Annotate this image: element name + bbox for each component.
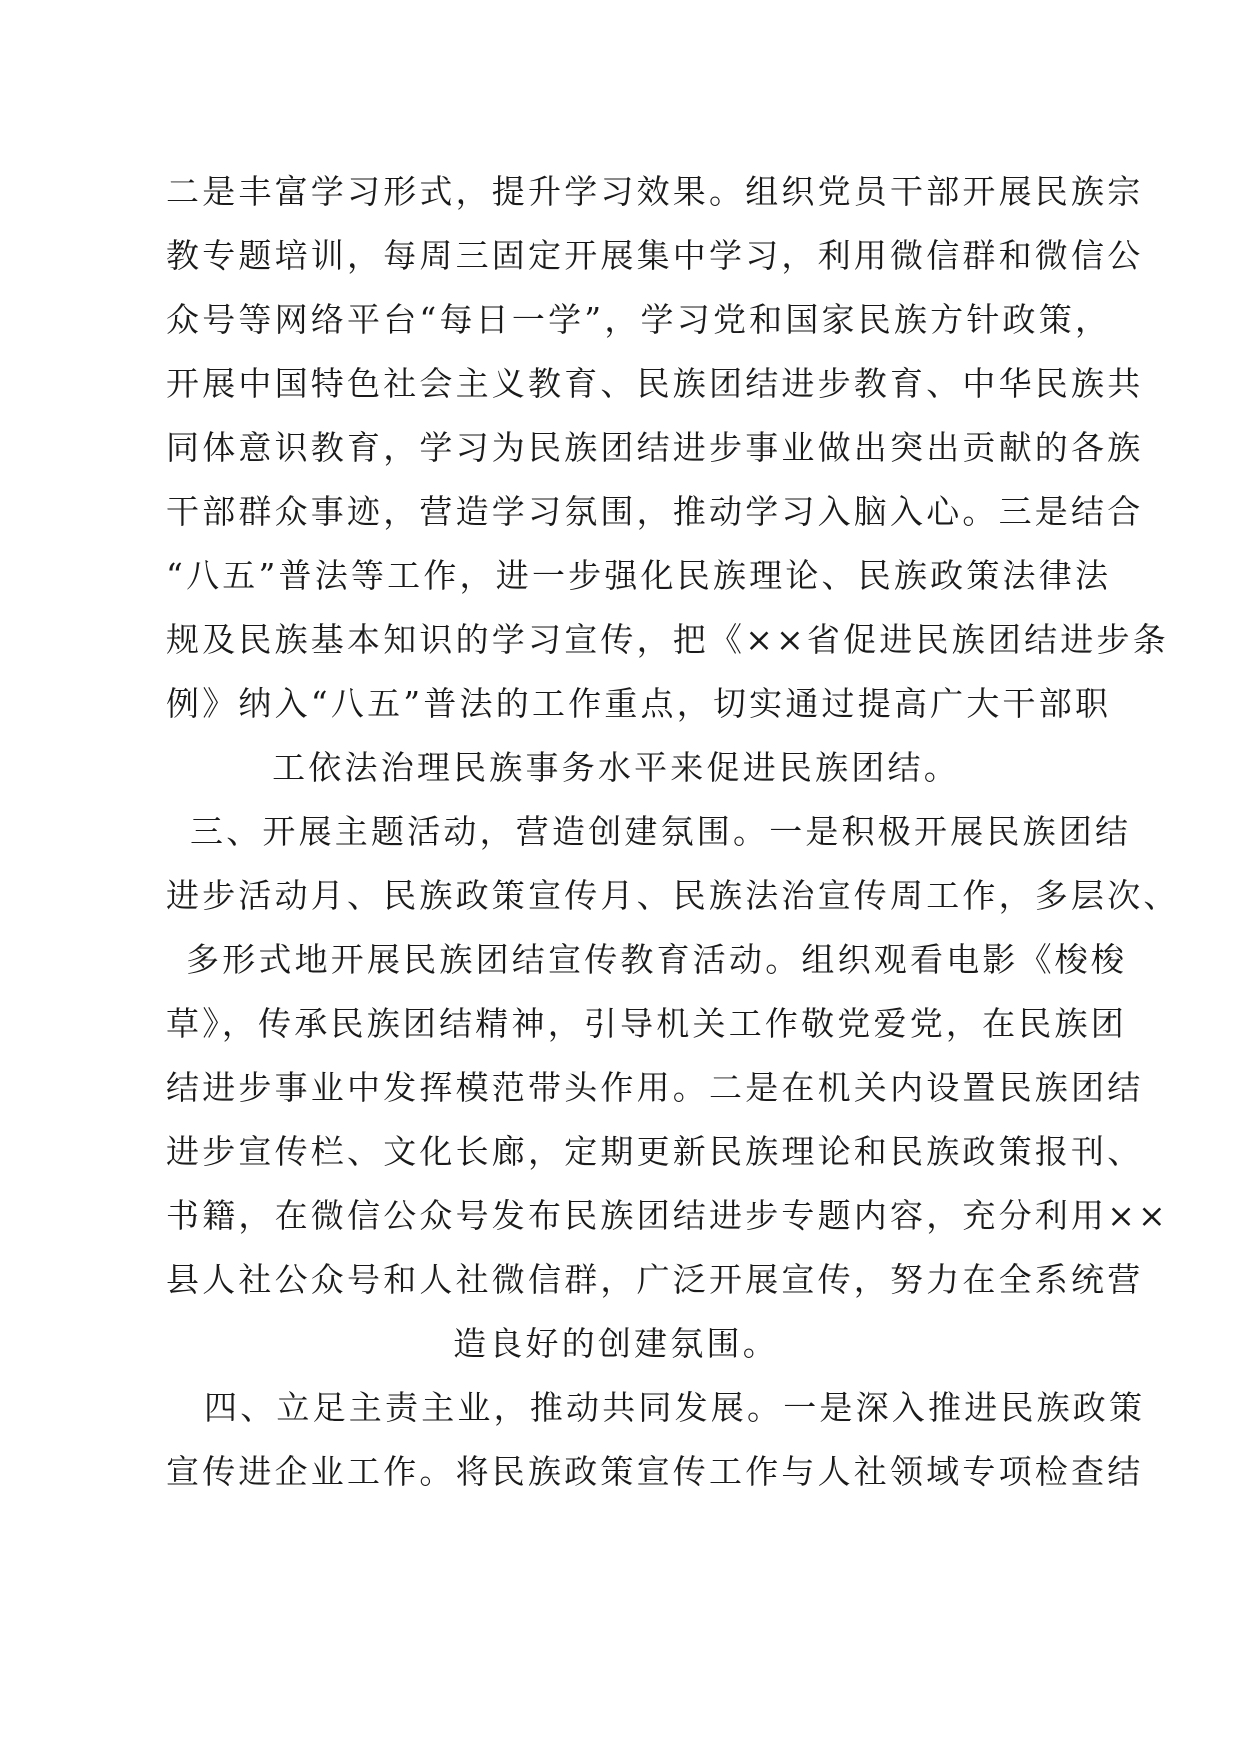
text-line: 众号等网络平台“每日一学”，学习党和国家民族方针政策， bbox=[166, 300, 1112, 339]
text-line: 宣传进企业工作。将民族政策宣传工作与人社领域专项检查结 bbox=[166, 1452, 1144, 1491]
text-line: 多形式地开展民族团结宣传教育活动。组织观看电影《梭梭 bbox=[186, 940, 1128, 979]
text-line: 草》，传承民族团结精神，引导机关工作敬党爱党，在民族团 bbox=[166, 1004, 1127, 1043]
text-line-centered: 造良好的创建氛围。 bbox=[453, 1324, 779, 1363]
text-line-centered: 工依法治理民族事务水平来促进民族团结。 bbox=[272, 748, 960, 787]
section-heading-line: 四、立足主责主业，推动共同发展。一是深入推进民族政策 bbox=[204, 1388, 1146, 1427]
text-line: 教专题培训，每周三固定开展集中学习，利用微信群和微信公 bbox=[166, 236, 1144, 275]
text-line: 结进步事业中发挥模范带头作用。二是在机关内设置民族团结 bbox=[166, 1068, 1144, 1107]
section-heading-line: 三、开展主题活动，营造创建氛围。一是积极开展民族团结 bbox=[190, 812, 1132, 851]
text-line: 同体意识教育，学习为民族团结进步事业做出突出贡献的各族 bbox=[166, 428, 1144, 467]
text-line: 县人社公众号和人社微信群，广泛开展宣传，努力在全系统营 bbox=[166, 1260, 1144, 1299]
text-line: 干部群众事迹，营造学习氛围，推动学习入脑入心。三是结合 bbox=[166, 492, 1144, 531]
text-line: 进步活动月、民族政策宣传月、民族法治宣传周工作，多层次、 bbox=[166, 876, 1180, 915]
text-line: 进步宣传栏、文化长廊，定期更新民族理论和民族政策报刊、 bbox=[166, 1132, 1144, 1171]
text-line: 书籍，在微信公众号发布民族团结进步专题内容，充分利用×× bbox=[166, 1196, 1169, 1235]
text-line: 二是丰富学习形式，提升学习效果。组织党员干部开展民族宗 bbox=[166, 172, 1144, 211]
text-line: “八五”普法等工作，进一步强化民族理论、民族政策法律法 bbox=[166, 556, 1112, 595]
text-line: 规及民族基本知识的学习宣传，把《××省促进民族团结进步条 bbox=[166, 620, 1169, 659]
text-line: 例》纳入“八五”普法的工作重点，切实通过提高广大干部职 bbox=[166, 684, 1112, 723]
text-line: 开展中国特色社会主义教育、民族团结进步教育、中华民族共 bbox=[166, 364, 1144, 403]
